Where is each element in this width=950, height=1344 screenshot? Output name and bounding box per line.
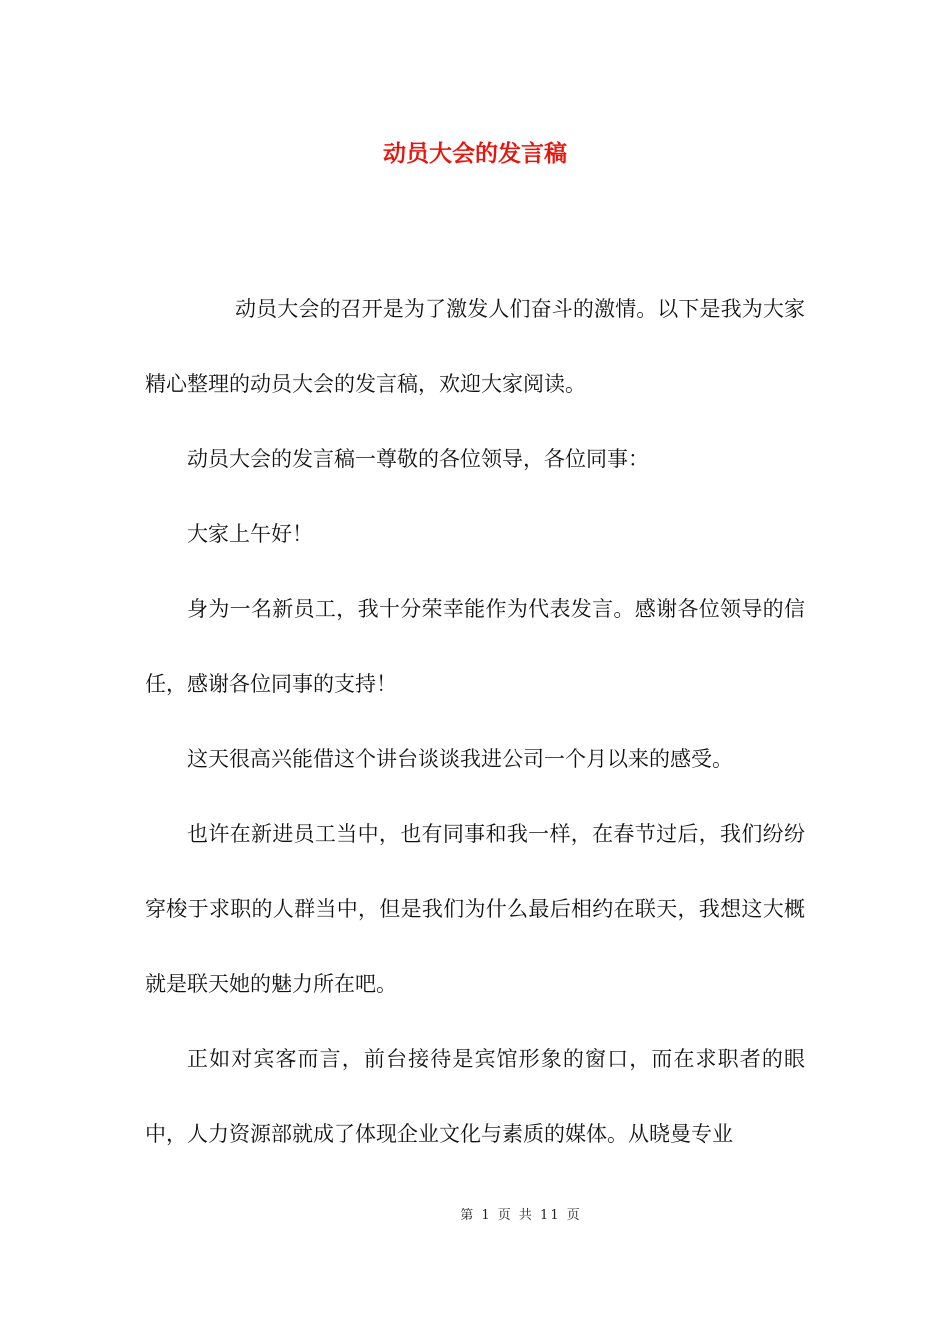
paragraph-feelings: 这天很高兴能借这个讲台谈谈我进公司一个月以来的感受。: [187, 747, 733, 771]
document-title: 动员大会的发言稿: [383, 140, 567, 167]
paragraph-reason: 也许在新进员工当中，也有同事和我一样，在春节过后，我们纷纷穿梭于求职的人群当中，但是我们为什么最后相约在联天，我想这大概就是联天她的魅力所在吧。: [145, 822, 805, 996]
document-body: [145, 272, 805, 1172]
paragraph-greeting: 大家上午好！: [187, 522, 313, 546]
page-number-footer: 第 1 页 共 11 页: [460, 1208, 582, 1223]
paragraph-salutation: 动员大会的发言稿一尊敬的各位领导，各位同事：: [187, 447, 649, 471]
paragraph-thanks: 身为一名新员工，我十分荣幸能作为代表发言。感谢各位领导的信任，感谢各位同事的支持！: [145, 597, 805, 696]
paragraph-intro: 动员大会的召开是为了激发人们奋斗的激情。以下是我为大家精心整理的动员大会的发言稿，欢迎大家阅读。: [145, 297, 805, 396]
paragraph-reception: 正如对宾客而言，前台接待是宾馆形象的窗口，而在求职者的眼中，人力资源部就成了体现企业文化与素质的媒体。从晓曼专业: [145, 1047, 805, 1146]
